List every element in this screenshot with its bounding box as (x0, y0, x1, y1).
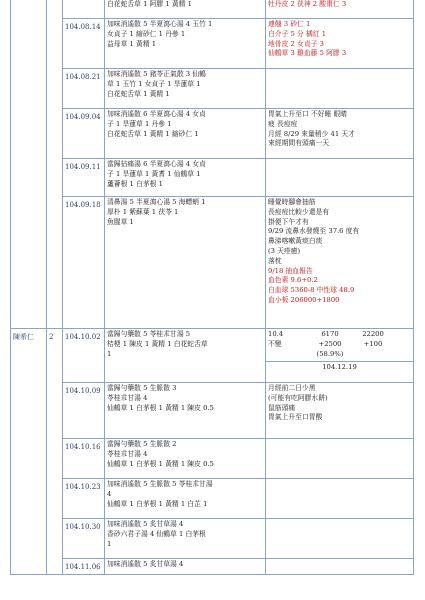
herb-line: 益母草 1 黃精 1 (107, 39, 157, 48)
notes-cell (266, 383, 414, 439)
visit-date: 104.09.04 (63, 109, 105, 159)
herbs-cell (105, 0, 266, 19)
herbs-cell (105, 479, 266, 519)
herb-line: 草 1 玉竹 1 女貞子 1 旱蓮草 1 (107, 79, 201, 88)
note-line-red: 牡丹皮 2 茯神 2 酸棗仁 3 (268, 0, 347, 8)
note-line: 月經 8/29 來量稍少 41 天才 (268, 129, 355, 138)
note-line: 長痘痘比較少還是有 (268, 207, 330, 216)
note-line-red: 血小板 206000+1800 (268, 295, 340, 304)
herb-line: 白花蛇舌草 1 黃精 1 縮砂仁 1 (107, 129, 199, 138)
herbs-cell (105, 439, 266, 479)
herb-line: 仙鶴草 1 白茅根 1 黃精 1 陳皮 0.5 (107, 403, 214, 412)
lab-value: 10.4 (268, 330, 284, 338)
note-line: 睡覺時腳會抽筋 (268, 198, 316, 206)
herbs-cell (105, 329, 266, 383)
herb-line: 1 (107, 539, 112, 548)
notes-cell (266, 519, 414, 559)
herb-line: 白花蛇舌草 1 黃精 1 (107, 89, 170, 98)
note-line: 落枕 (268, 256, 282, 265)
lab-date: 104.12.19 (266, 361, 413, 373)
table-row (11, 69, 414, 109)
herb-line: 4 (107, 489, 112, 498)
lab-wbc (304, 330, 356, 359)
lab-hemoglobin (268, 330, 304, 359)
lab-platelet (356, 330, 390, 359)
lab-value: 6170 (321, 330, 339, 338)
notes-cell (266, 69, 414, 109)
herbs-cell (105, 383, 266, 439)
herb-line: 加味消遙散 6 半夏瀉心湯 4 女貞 (107, 110, 206, 118)
herb-line: 女貞子 1 縮砂仁 1 丹參 1 (107, 29, 186, 38)
note-line: 掛便下午才有 (268, 217, 309, 226)
herb-line: 當歸勻藥散 5 苓桂朮甘湯 5 (107, 330, 191, 338)
herb-line: 厚朴 1 紫蘇葉 1 茯苓 1 (107, 207, 179, 216)
note-line: 鼠筋頭痛 (268, 403, 296, 412)
notes-cell (266, 0, 414, 19)
note-line: 來經期間有頭痛一天 (268, 139, 330, 148)
note-line: 胃氣上升至口胃酸 (268, 413, 323, 422)
notes-cell (266, 439, 414, 479)
table-row (11, 159, 414, 197)
visit-date: 104.10.23 (63, 479, 105, 519)
herb-line: 加味消遙散 5 炙甘草湯 4 (107, 560, 184, 568)
prescription-table (10, 0, 414, 575)
table-row (11, 0, 414, 19)
visit-date: 104.10.09 (63, 383, 105, 439)
notes-cell (266, 159, 414, 197)
herb-line: 苓桂朮甘湯 4 (107, 393, 148, 402)
visit-date: 104.10.30 (63, 519, 105, 559)
note-line: 月經前二日少黑 (268, 384, 316, 392)
patient-number: 2 (47, 329, 63, 575)
visit-date: 104.10.16 (63, 439, 105, 479)
notes-cell (266, 559, 414, 575)
note-line: 胃氣上升至口 不好睡 眼睛 (268, 110, 348, 118)
table-row (11, 439, 414, 479)
herbs-cell (105, 109, 266, 159)
number-cell (47, 0, 63, 329)
visit-date: 104.11.06 (63, 559, 105, 575)
note-line: (3 天痊癒) (268, 246, 301, 255)
table-row (11, 383, 414, 439)
notes-cell (266, 197, 414, 329)
herb-line: 香砂六君子湯 4 仙鶴草 1 白茅根 (107, 529, 206, 538)
table-row (11, 329, 414, 383)
herb-line: 仙鶴草 1 白茅根 1 黃精 1 白芷 1 (107, 499, 208, 508)
herb-line: 當歸勻藥散 5 生脈散 2 (107, 440, 177, 448)
lab-value: +100 (363, 339, 383, 348)
lab-value: +2500 (318, 339, 342, 348)
herb-line: 1 (107, 349, 112, 358)
herb-line: 加味消遙散 5 生脈散 5 苓桂朮甘湯 (107, 480, 213, 488)
note-line: (可能有吃阿膠水餅) (268, 393, 328, 402)
table-row (11, 109, 414, 159)
note-line-red: 白血球 5360-8 中性球 48.9 (268, 286, 355, 295)
herb-line: 加味消遙散 5 豬苓正氣散 3 仙鶴 (107, 70, 206, 78)
herbs-cell (105, 19, 266, 69)
herb-line: 苓桂朮甘湯 4 (107, 449, 148, 458)
note-line-red: 9/18 抽血報告 (268, 266, 313, 275)
visit-date: 104.09.18 (63, 197, 105, 329)
note-line: 鼻涕喀嗽黃痰白痰 (268, 237, 323, 246)
visit-date: 104.09.11 (63, 159, 105, 197)
note-line: 疲 長痘痘 (268, 119, 298, 128)
herb-line: 仙鶴草 1 白茅根 1 黃精 1 陳皮 0.5 (107, 459, 214, 468)
note-line-red: 血色素 9.6+0.2 (268, 276, 318, 285)
table-row (11, 19, 414, 69)
herbs-cell (105, 519, 266, 559)
lab-results-cell (266, 329, 414, 383)
herb-line: 子 1 旱蓮草 1 丹參 1 (107, 119, 172, 128)
note-line-red: 白介子 5 分 橘紅 1 (268, 29, 327, 38)
herb-line: 魚腥草 1 (107, 217, 134, 226)
herb-line: 當歸勻藥散 5 生脈散 3 (107, 384, 177, 392)
note-line-red: 地骨皮 2 女貞子 3 (268, 39, 324, 48)
notes-cell (266, 109, 414, 159)
herbs-cell (105, 559, 266, 575)
herb-line: 當歸拈痛湯 6 半夏瀉心湯 4 女貞 (107, 160, 206, 168)
table-row (11, 559, 414, 575)
visit-date: 104.08.21 (63, 69, 105, 109)
herb-line: 蘆薈根 1 白茅根 1 (107, 179, 163, 188)
herb-line: 加味消遙散 5 半夏瀉心湯 4 玉竹 1 (107, 20, 213, 28)
herb-line: 桔梗 1 陳皮 1 黃精 1 白花蛇舌草 (107, 339, 208, 348)
notes-cell (266, 19, 414, 69)
note-line-red: 連翹 3 砂仁 1 (268, 20, 311, 28)
herbs-cell (105, 197, 266, 329)
lab-value: 不變 (268, 339, 282, 348)
herbs-cell (105, 69, 266, 109)
patient-name: 陳希仁 (11, 329, 47, 575)
name-cell (11, 0, 47, 329)
lab-grid (268, 330, 411, 359)
visit-date: 104.08.14 (63, 19, 105, 69)
visit-date: 104.10.02 (63, 329, 105, 383)
note-line-red: 仙鶴草 3 雞血藤 5 阿膠 3 (268, 49, 347, 58)
herb-line: 白花蛇舌草 1 阿膠 1 黃精 1 (107, 0, 192, 8)
table-row (11, 479, 414, 519)
herbs-cell (105, 159, 266, 197)
note-line: 9/29 流鼻水發燒至 37.6 度有 (268, 227, 360, 236)
table-row (11, 197, 414, 329)
visit-date (63, 0, 105, 19)
herb-line: 加味消遙散 5 炙甘草湯 4 (107, 520, 184, 528)
herb-line: 子 1 旱蓮草 1 黃耆 1 仙鶴草 1 (107, 169, 201, 178)
herb-line: 清鼻湯 5 半夏瀉心湯 5 海螵蛸 1 (107, 198, 206, 206)
notes-cell (266, 479, 414, 519)
table-row (11, 519, 414, 559)
lab-value: 22200 (362, 330, 384, 338)
lab-value: (58.9%) (316, 349, 344, 358)
